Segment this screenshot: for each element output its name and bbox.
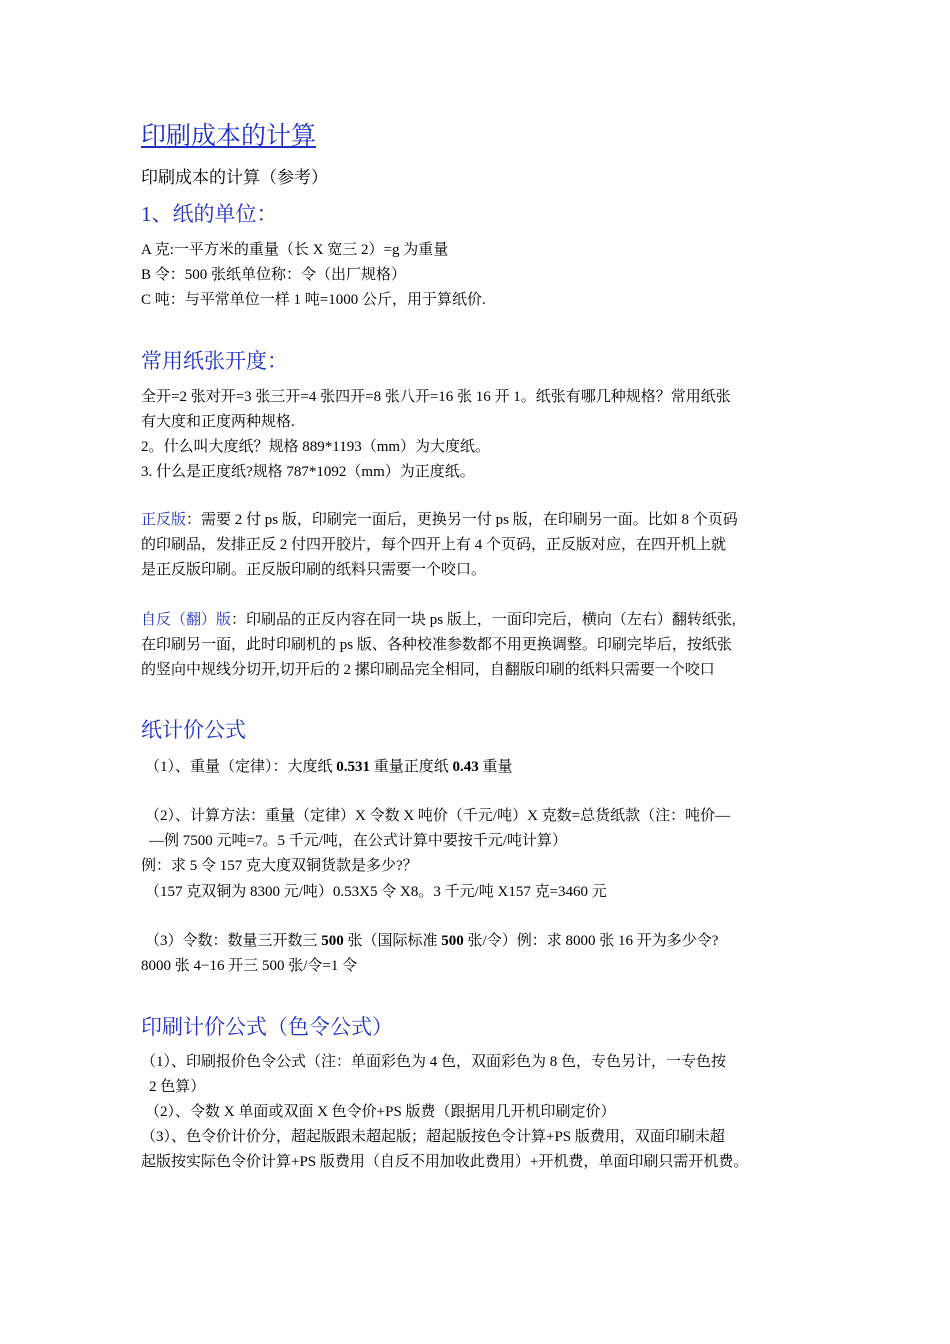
- paragraph-line: 例：求 5 令 157 克大度双铜货款是多少?？: [141, 858, 418, 874]
- paragraph-line: A 克:一平方米的重量（长 X 宽三 2）=g 为重量: [141, 242, 449, 258]
- paragraph-line: 2 色算）: [149, 1079, 206, 1095]
- paragraph-line: 3. 什么是正度纸?规格 787*1092（mm）为正度纸。: [141, 464, 475, 480]
- document-subtitle: 印刷成本的计算（参考）: [141, 168, 328, 187]
- text-run-bold: 0.43: [452, 759, 479, 775]
- text-run: （3）令数：数量三开数三: [145, 933, 322, 949]
- term-zifan: 自反（翻）版: [141, 612, 232, 628]
- paragraph-line: 是正反版印刷。正反版印刷的纸料只需要一个咬口。: [141, 562, 487, 578]
- paragraph-line: 2。什么叫大度纸？规格 889*1193（mm）为大度纸。: [141, 439, 491, 455]
- paragraph-line: 起版按实际色令价计算+PS 版费用（自反不用加收此费用）+开机费，单面印刷只需开机费。: [141, 1154, 749, 1170]
- paragraph-line: （2）、计算方法：重量（定律）X 令数 X 吨价（千元/吨）X 克数=总货纸款（注：吨价—: [145, 808, 731, 824]
- document-title: 印刷成本的计算: [141, 123, 317, 150]
- paragraph-line: C 吨：与平常单位一样 1 吨=1000 公斤，用于算纸价.: [141, 292, 486, 308]
- text-run: 重量正度纸: [370, 759, 453, 775]
- paragraph-line: [141, 608, 736, 633]
- section-heading-paper-sizes: 常用纸张开度：: [141, 349, 288, 373]
- section-heading-paper-price: 纸计价公式: [141, 718, 246, 742]
- term-definition: ：印刷品的正反内容在同一块 ps 版上，一面印完后，横向（左右）翻转纸张,: [231, 612, 736, 628]
- paragraph-line: 在印刷另一面，此时印刷机的 ps 版、各种校准参数都不用更换调整。印刷完毕后，按纸张: [141, 637, 732, 653]
- paragraph-line: 的印刷品，发排正反 2 付四开胶片，每个四开上有 4 个页码，正反版对应，在四开机上就: [141, 537, 727, 553]
- text-run-bold: 500: [441, 933, 464, 949]
- text-run: 重量: [478, 759, 513, 775]
- term-definition: ：需要 2 付 ps 版，印刷完一面后，更换另一付 ps 版，在印刷另一面。比如 8 个页码: [186, 512, 738, 528]
- section-heading-paper-unit: 1、纸的单位：: [141, 202, 278, 226]
- paragraph-line: [145, 929, 718, 954]
- text-run: 张/令）例：求 8000 张 16 开为多少令?: [463, 933, 719, 949]
- paragraph-line: 的竖向中规线分切开,切开后的 2 摞印刷品完全相同，自翻版印刷的纸料只需要一个咬口: [141, 662, 715, 678]
- paragraph-line: [145, 755, 513, 780]
- text-run: （1）、重量（定律）：大度纸: [145, 759, 337, 775]
- term-zhengfan: 正反版: [141, 512, 187, 528]
- paragraph-line: —例 7500 元吨=7。5 千元/吨，在公式计算中要按千元/吨计算）: [149, 833, 568, 849]
- text-run: 张（国际标准: [343, 933, 442, 949]
- section-heading-print-price: 印刷计价公式（色令公式）: [141, 1015, 393, 1039]
- paragraph-line: （1）、印刷报价色令公式（注：单面彩色为 4 色，双面彩色为 8 色，专色另计，一专色按: [141, 1054, 727, 1070]
- paragraph-line: 8000 张 4−16 开三 500 张/令=1 令: [141, 958, 358, 974]
- paragraph-line: （3）、色令价计价分，超起版跟未超起版；超起版按色令计算+PS 版费用，双面印刷未超: [141, 1129, 725, 1145]
- paragraph-line: B 令：500 张纸单位称：令（出厂规格）: [141, 267, 407, 283]
- text-run-bold: 500: [321, 933, 344, 949]
- paragraph-line: 全开=2 张对开=3 张三开=4 张四开=8 张八开=16 张 16 开 1。纸张有哪几种规格？常用纸张: [141, 389, 731, 405]
- paragraph-line: （157 克双铜为 8300 元/吨）0.53X5 令 X8。3 千元/吨 X157 克=3460 元: [145, 884, 607, 900]
- paragraph-line: （2）、令数 X 单面或双面 X 色令价+PS 版费（跟据用几开机印刷定价）: [145, 1104, 616, 1120]
- paragraph-line: 有大度和正度两种规格.: [141, 414, 295, 430]
- text-run-bold: 0.531: [336, 759, 371, 775]
- paragraph-line: [141, 508, 738, 533]
